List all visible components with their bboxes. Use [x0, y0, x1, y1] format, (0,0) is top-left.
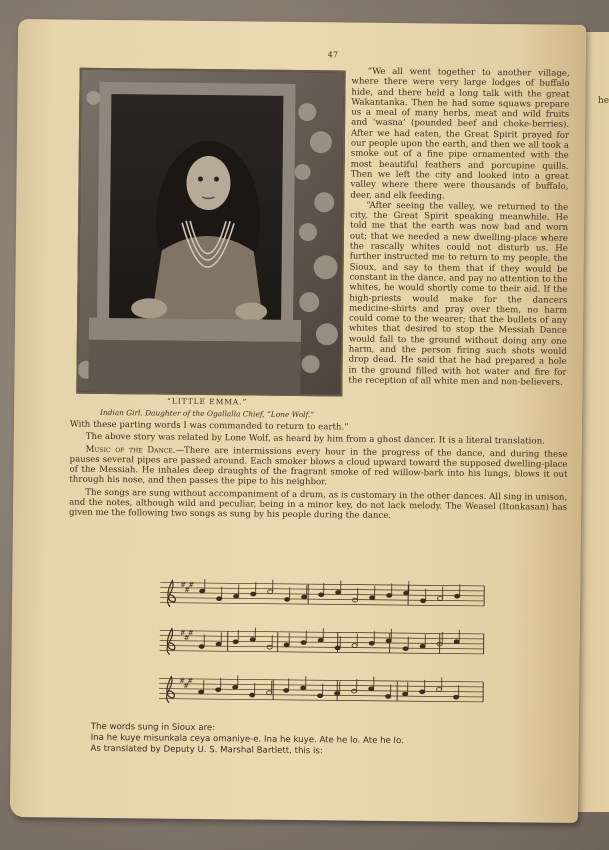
note-head [318, 638, 323, 642]
note-head [335, 646, 340, 650]
note-head [352, 644, 357, 648]
music-notation [157, 575, 491, 726]
note-head [199, 645, 204, 649]
note-head [455, 594, 460, 598]
note-head [403, 692, 408, 696]
sharp-sign-icon: # [180, 580, 187, 589]
photograph-little-emma [76, 68, 345, 397]
staff-line [160, 583, 484, 586]
note-head [250, 638, 255, 642]
sharp-sign-icon: # [187, 676, 194, 685]
note-head [454, 640, 459, 644]
note-head [267, 645, 272, 649]
note-head [370, 596, 375, 600]
staff-line [160, 651, 484, 654]
body-paragraph-3 [69, 444, 567, 490]
note-head [353, 598, 358, 602]
note-head [285, 597, 290, 601]
note-head [284, 688, 289, 692]
right-paragraph-1: “We all went together to another village, where there were very large lodges of buffalo hide, and there held a long talk with the great Wakantanka. Then he had some squaws prepare us a meal of many herbs, meat and wild fruits and ‘wasna’ (pounded beef and choke-berries). After we had eaten, the Great Spirit prayed for our people upon the earth, and then we all took a smoke out of a fine pipe ornamented with the most beautiful feathers and porcupine quills. Then we left the city and looked into a great valley where there were thousands of buffalo, deer, and elk feeding. [350, 66, 570, 202]
staff-line [159, 699, 483, 702]
sharp-sign-icon: # [179, 628, 186, 637]
note-head [404, 591, 409, 595]
staff-line [160, 598, 484, 601]
note-head [420, 690, 425, 694]
note-head [420, 644, 425, 648]
note-head [234, 594, 239, 598]
note-head [216, 688, 221, 692]
note-head [369, 687, 374, 691]
note-head [302, 595, 307, 599]
note-head [386, 695, 391, 699]
right-column-text [348, 67, 569, 388]
staff-line [160, 588, 484, 591]
sioux-lyrics-line: Ina he kuye misunkala ceya omaniye-e. Ina he kuye. Ate he lo. Ate he lo. [90, 732, 404, 747]
note-head [217, 597, 222, 601]
note-head [403, 647, 408, 651]
note-head [421, 599, 426, 603]
note-head [336, 591, 341, 595]
photo-illustration [78, 70, 343, 395]
note-head [319, 593, 324, 597]
note-head [386, 639, 391, 643]
note-head [301, 641, 306, 645]
note-head [250, 693, 255, 697]
sharp-sign-icon: # [187, 628, 194, 637]
staff-line [159, 689, 483, 692]
note-head [251, 592, 256, 596]
note-head [233, 640, 238, 644]
note-head [267, 691, 272, 695]
sioux-intro: The words sung in Sioux are: [90, 721, 216, 734]
main-body-text [69, 420, 568, 526]
note-head [301, 686, 306, 690]
note-head [453, 695, 458, 699]
sharp-sign-icon: # [184, 585, 191, 594]
note-head [199, 690, 204, 694]
note-head [369, 641, 374, 645]
body-paragraph-2: The above story was related by Lone Wolf, as heard by him from a ghost dancer. It is a literal translation. [85, 432, 545, 447]
staff-line [159, 679, 483, 682]
photo-caption-subtitle: Indian Girl. Daughter of the Ogallalla Chief, “Lone Wolf.” [99, 407, 315, 420]
staff-line [160, 631, 484, 634]
staff-line [160, 646, 484, 649]
note-head [352, 689, 357, 693]
sioux-words-block [90, 722, 530, 760]
sharp-sign-icon: # [179, 676, 186, 685]
note-head [233, 685, 238, 689]
note-head [438, 597, 443, 601]
note-head [335, 691, 340, 695]
note-head [268, 590, 273, 594]
translation-intro: As translated by Deputy U. S. Marshal Bartlett, this is: [90, 743, 323, 757]
note-head [387, 594, 392, 598]
page-number: 47 [327, 50, 339, 60]
body-paragraph-1: With these parting words I was commanded to return to earth.” [69, 419, 349, 433]
note-head [318, 694, 323, 698]
sharp-sign-icon: # [183, 633, 190, 642]
staff-line [159, 684, 483, 687]
right-paragraph-2: “After seeing the valley, we returned to the city, the Great Spirit speaking meanwhile. He told me that the earth was now bad and worn out; that we needed a new dwelling-place where the rascally whites could not disturb us. He further instructed me to return to my people, the Sioux, and say to them that if they would be constant in the dance, and pay no attention to the whites, he would shortly come to their aid. If the high-priests would make for the dancers medicine-shirts and pray over them, no harm could come to the wearer; that the bullets of any whites that desired to stop the Messiah Dance would fall to the ground without doing any one harm, and the person firing such shots would drop dead. He said that he had prepared a hole in the ground filled with hot water and fire for the reception of all white men and non-believers. [348, 200, 569, 388]
facing-page-text: he [598, 96, 609, 106]
sharp-sign-icon: # [183, 681, 190, 690]
sheet-music [157, 575, 491, 726]
book-page [10, 19, 586, 823]
body-paragraph-4: The songs are sung without accompaniment of a drum, as is customary in the other dances. All sing in unison, and the notes, although wild and peculiar, being in a minor key, do not lack melody. The Weasel (Itonkasan) has given me the following two songs as sung by his people during the dance. [68, 487, 568, 522]
sharp-sign-icon: # [188, 580, 195, 589]
section-heading: Music of the Dance. [85, 444, 176, 456]
staff-line [160, 603, 484, 606]
body-paragraph-3-text: —There are intermissions every hour in the progress of the dance, and during these pauses several pipes are passed around. Each smoker blows a cloud upward toward the supposed dwelling-place of the Messiah. He inhales deep draughts of the fragrant smoke of red willow-bark into his lungs, blows it out through his nose, and then passes the pipe to his neighbor. [69, 445, 568, 488]
photo-caption-title: “LITTLE EMMA.” [167, 396, 248, 407]
note-head [200, 589, 205, 593]
note-head [437, 688, 442, 692]
note-head [284, 643, 289, 647]
note-head [216, 642, 221, 646]
